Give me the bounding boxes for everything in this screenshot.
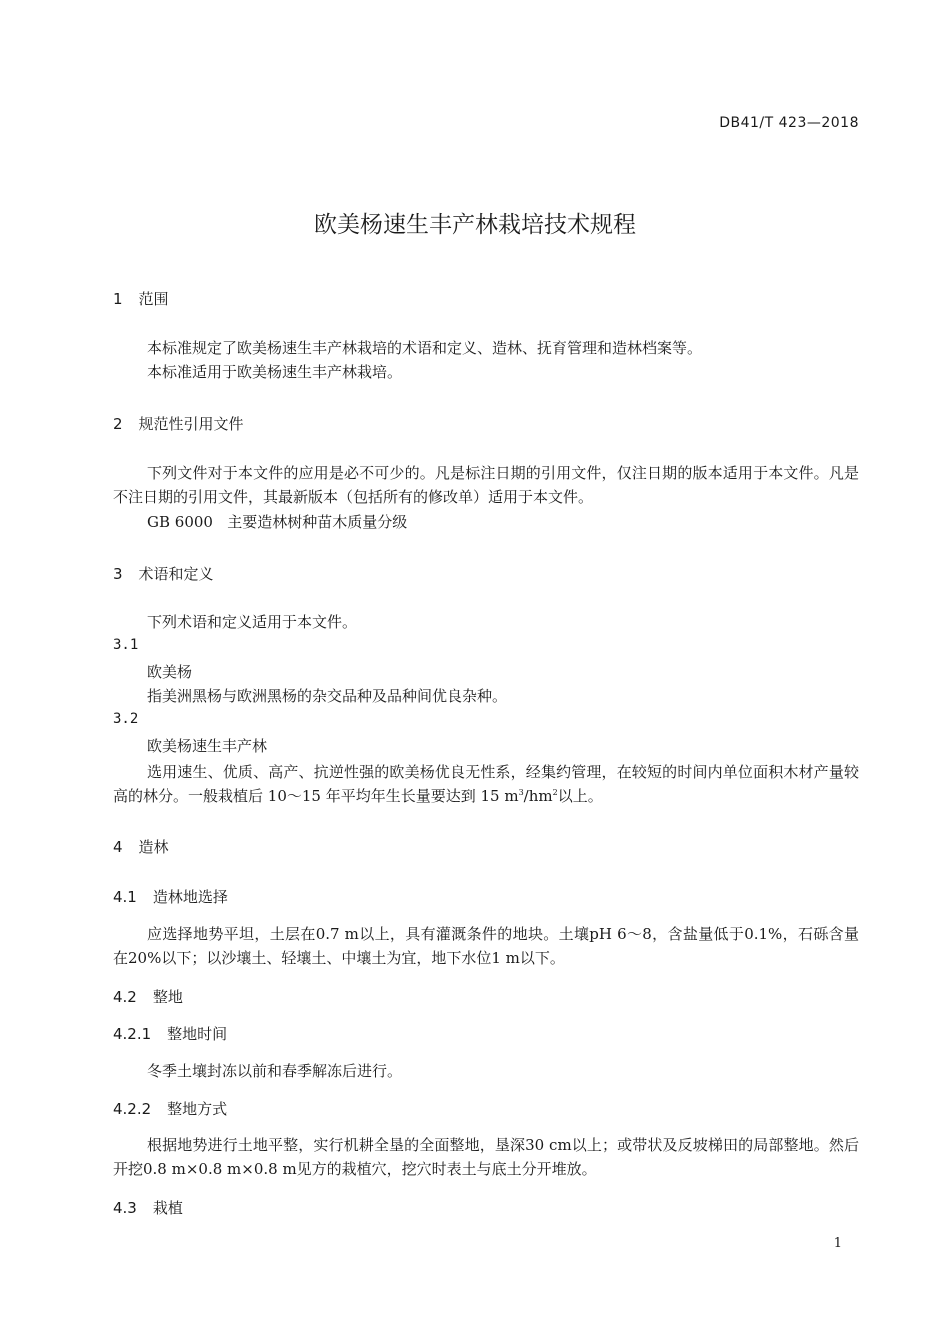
section-4-2-1-heading — [113, 1023, 227, 1044]
section-number: 1 — [113, 290, 123, 308]
section-title: 整地时间 — [167, 1025, 228, 1043]
section-title: 范围 — [138, 290, 169, 308]
section-title: 整地方式 — [167, 1100, 228, 1118]
section-2-paragraph: 下列文件对于本文件的应用是必不可少的。凡是标注日期的引用文件，仅注日期的版本适用于本文件。凡是不注日期的引用文件，其最新版本（包括所有的修改单）适用于本文件。 — [113, 464, 859, 506]
section-4-2-2-paragraph: 根据地势进行土地平整，实行机耕全垦的全面整地，垦深30 cm以上；或带状及反坡梯田的局部整地。然后开挖0.8 m×0.8 m×0.8 m见方的栽植穴，挖穴时表土与底土分开堆放。 — [113, 1136, 859, 1178]
unit-text: /hm — [523, 787, 553, 805]
reference-code: GB 6000 — [147, 513, 213, 531]
term-3-2-definition — [113, 760, 859, 808]
page-number: 1 — [833, 1236, 842, 1251]
section-number: 4.2.1 — [113, 1025, 152, 1043]
reference-title: 主要造林树种苗木质量分级 — [227, 513, 408, 531]
section-1-paragraph-1: 本标准规定了欧美杨速生丰产林栽培的术语和定义、造林、抚育管理和造林档案等。 — [147, 339, 703, 357]
normative-reference — [147, 511, 407, 532]
section-number: 3 — [113, 565, 123, 583]
section-4-2-1-paragraph: 冬季土壤封冻以前和春季解冻后进行。 — [147, 1062, 403, 1080]
section-1-heading — [113, 288, 169, 309]
section-number: 4.2 — [113, 988, 137, 1006]
definition-end: 以上。 — [557, 787, 603, 805]
section-4-3-heading — [113, 1197, 183, 1218]
term-3-2-number: 3.2 — [113, 711, 139, 727]
section-title: 栽植 — [152, 1199, 183, 1217]
section-title: 造林地选择 — [152, 888, 228, 906]
section-title: 规范性引用文件 — [138, 415, 244, 433]
section-number: 4.3 — [113, 1199, 137, 1217]
section-number: 2 — [113, 415, 123, 433]
section-4-2-heading — [113, 986, 183, 1007]
section-1-paragraph-2: 本标准适用于欧美杨速生丰产林栽培。 — [147, 363, 403, 381]
section-number: 4.1 — [113, 888, 137, 906]
superscript-3: 3 — [518, 788, 524, 797]
section-title: 术语和定义 — [138, 565, 214, 583]
section-3-intro: 下列术语和定义适用于本文件。 — [147, 613, 358, 631]
term-3-1-name: 欧美杨 — [147, 663, 193, 681]
term-3-2-name: 欧美杨速生丰产林 — [147, 737, 268, 755]
definition-text: 选用速生、优质、高产、抗逆性强的欧美杨优良无性系，经集约管理，在较短的时间内单位面积木材产量较高的林分。一般栽植后 10～15 年平均年生长量要达到 15 m — [113, 763, 859, 805]
section-2-heading — [113, 413, 244, 434]
section-number: 4.2.2 — [113, 1100, 152, 1118]
section-4-2-2-heading — [113, 1098, 227, 1119]
superscript-2: 2 — [552, 788, 558, 797]
section-title: 整地 — [152, 988, 183, 1006]
section-title: 造林 — [138, 838, 169, 856]
term-3-1-definition: 指美洲黑杨与欧洲黑杨的杂交品种及品种间优良杂种。 — [147, 687, 508, 705]
section-4-heading — [113, 836, 169, 857]
term-3-1-number: 3.1 — [113, 637, 139, 653]
section-number: 4 — [113, 838, 123, 856]
section-3-heading — [113, 563, 214, 584]
standard-code: DB41/T 423—2018 — [719, 115, 859, 131]
section-4-1-heading — [113, 886, 228, 907]
section-4-1-paragraph: 应选择地势平坦，土层在0.7 m以上，具有灌溉条件的地块。土壤pH 6～8，含盐量低于0.1%，石砾含量在20%以下；以沙壤土、轻壤土、中壤土为宜，地下水位1 m以下。 — [113, 925, 859, 967]
document-title: 欧美杨速生丰产林栽培技术规程 — [314, 212, 636, 238]
